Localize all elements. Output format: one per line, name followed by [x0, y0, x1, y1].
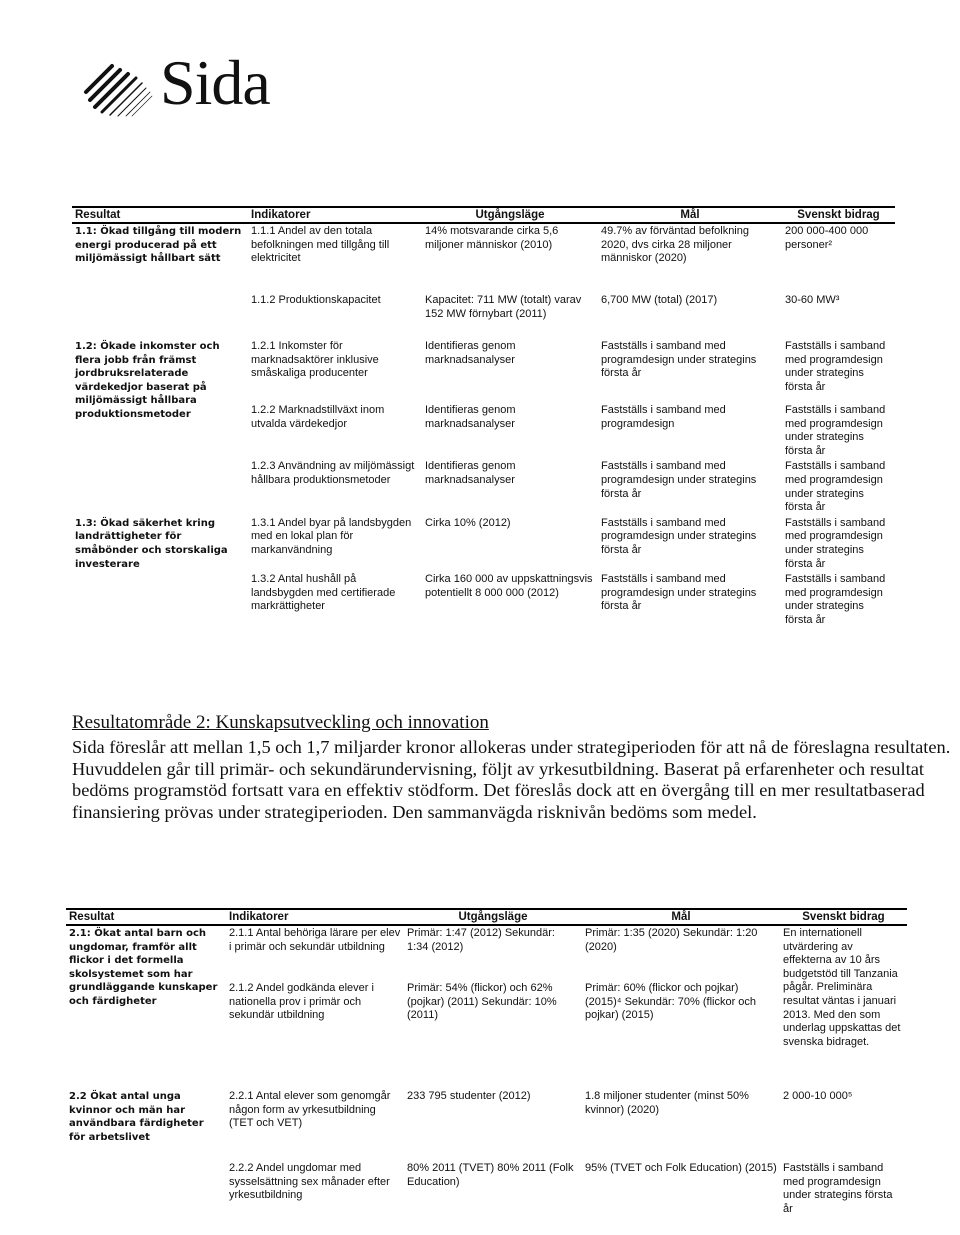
table-header-row — [72, 207, 895, 223]
baseline-cell: Primär: 54% (flickor) och 62% (pojkar) (2011) Sekundär: 10% (2011) — [407, 982, 557, 1022]
header-svenskt-bidrag: Svenskt bidrag — [782, 207, 895, 223]
header-mal: Mål — [582, 909, 780, 925]
results-table-area-2 — [66, 908, 907, 1231]
target-cell: Fastställs i samband med programdesign under strategins första år — [601, 573, 757, 613]
indicator-cell: 2.1.1 Antal behöriga lärare per elev i primär och sekundär utbildning — [229, 927, 401, 953]
target-cell: Fastställs i samband med programdesign under strategins första år — [601, 516, 757, 556]
indicator-cell: 1.2.1 Inkomster för marknadsaktörer inklusive småskaliga producenter — [251, 340, 379, 380]
target-cell: Fastställs i samband med programdesign — [601, 404, 726, 430]
baseline-cell: Identifieras genom marknadsanalyser — [425, 460, 516, 486]
header-indikatorer: Indikatorer — [226, 909, 404, 925]
results-table-area-1 — [72, 206, 895, 638]
header-indikatorer: Indikatorer — [248, 207, 422, 223]
sida-logo-mark-icon — [82, 52, 158, 122]
header-svenskt-bidrag: Svenskt bidrag — [780, 909, 907, 925]
result-cell: 2.1: Ökat antal barn och ungdomar, framför allt flickor i det formella skolsystemet som har grundläggande kunskaper och färdigheter — [69, 928, 218, 1007]
indicator-cell: 1.2.3 Användning av miljömässigt hållbara produktionsmetoder — [251, 460, 415, 486]
contribution-cell: 2 000-10 000⁵ — [783, 1090, 853, 1102]
baseline-cell: 14% motsvarande cirka 5,6 miljoner människor (2010) — [425, 225, 559, 251]
target-cell: 6,700 MW (total) (2017) — [601, 294, 718, 306]
target-cell: 49.7% av förväntad befolkning 2020, dvs cirka 28 miljoner människor (2020) — [601, 225, 749, 265]
contribution-cell: Fastställs i samband med programdesign under strategins första år — [783, 1162, 893, 1215]
baseline-cell: Identifieras genom marknadsanalyser — [425, 340, 516, 366]
target-cell: Fastställs i samband med programdesign under strategins första år — [601, 340, 757, 380]
table-row — [72, 516, 895, 572]
table-row — [72, 339, 895, 403]
indicator-cell: 1.1.1 Andel av den totala befolkningen med tillgång till elektricitet — [251, 225, 390, 265]
logo-text: Sida — [160, 47, 270, 118]
indicator-cell: 2.2.1 Antal elever som genomgår någon form av yrkesutbildning (TET och VET) — [229, 1090, 391, 1130]
result-area-section — [72, 712, 952, 824]
header-resultat: Resultat — [66, 909, 226, 925]
indicator-cell: 1.3.1 Andel byar på landsbygden med en lokal plan för markanvändning — [251, 516, 412, 556]
indicator-cell: 1.1.2 Produktionskapacitet — [251, 294, 381, 306]
target-cell: 95% (TVET och Folk Education) (2015) — [585, 1162, 777, 1174]
indicator-cell: 2.2.2 Andel ungdomar med sysselsättning sex månader efter yrkesutbildning — [229, 1162, 390, 1202]
table-row — [66, 925, 907, 981]
baseline-cell: Primär: 1:47 (2012) Sekundär: 1:34 (2012) — [407, 927, 555, 953]
result-cell: 1.1: Ökad tillgång till modern energi producerad på ett miljömässigt hållbart sätt — [75, 226, 242, 265]
contribution-cell: 200 000-400 000 personer² — [785, 225, 869, 251]
contribution-cell: Fastställs i samband med programdesign under strategins första år — [785, 404, 886, 457]
target-cell: Primär: 60% (flickor och pojkar) (2015)⁴ Sekundär: 70% (flickor och pojkar) (2015) — [585, 982, 757, 1022]
section-body: Sida föreslår att mellan 1,5 och 1,7 miljarder kronor allokeras under strategiperioden för att nå de föreslagna resultaten. Huvuddelen går till primär- och sekundärundervisning, följt av yrkesutbildning. Baserat på erfarenheter och resultat bedöms programstöd fortsatt vara en effektiv stödform. Det föreslås dock att en övergång till en mer resultatbaserad finansiering prövas under strategiperioden. Den sammanvägda risknivån bedöms som medel. — [72, 737, 951, 823]
contribution-cell: 30-60 MW³ — [785, 294, 840, 306]
contribution-cell: Fastställs i samband med programdesign under strategins första år — [785, 460, 886, 514]
contribution-cell: En internationell utvärdering av effekterna av 10 års budgetstöd till Tanzania pågår. Preliminära resultat väntas i januari 2013. Med den som underlag uppskattas det svenska bidraget. — [783, 927, 901, 1048]
target-cell: 1.8 miljoner studenter (minst 50% kvinnor) (2020) — [585, 1090, 749, 1116]
baseline-cell: Identifieras genom marknadsanalyser — [425, 404, 516, 430]
indicator-cell: 1.3.2 Antal hushåll på landsbygden med certifierade markrättigheter — [251, 573, 396, 613]
section-title: Resultatområde 2: Kunskapsutveckling och innovation — [72, 712, 489, 733]
header-utgangslage: Utgångsläge — [422, 207, 598, 223]
result-cell: 1.2: Ökade inkomster och flera jobb från främst jordbruksrelaterade värdekedjor baserat på miljömässigt hållbara produktionsmetoder — [75, 341, 220, 420]
indicator-cell: 2.1.2 Andel godkända elever i nationella prov i primär och sekundär utbildning — [229, 982, 374, 1022]
baseline-cell: Kapacitet: 711 MW (totalt) varav 152 MW förnybart (2011) — [425, 294, 582, 320]
baseline-cell: Cirka 10% (2012) — [425, 516, 511, 529]
contribution-cell: Fastställs i samband med programdesign under strategins första år — [785, 573, 886, 626]
contribution-cell: Fastställs i samband med programdesign under strategins första år — [785, 340, 886, 393]
table-header-row — [66, 909, 907, 925]
baseline-cell: 233 795 studenter (2012) — [407, 1090, 531, 1102]
target-cell: Fastställs i samband med programdesign under strategins första år — [601, 460, 757, 500]
result-cell: 2.2 Ökat antal unga kvinnor och män har användbara färdigheter för arbetslivet — [69, 1091, 204, 1143]
header-mal: Mål — [598, 207, 782, 223]
table-row — [66, 1089, 907, 1161]
result-cell: 1.3: Ökad säkerhet kring landrättigheter för småbönder och storskaliga investerare — [75, 517, 228, 570]
target-cell: Primär: 1:35 (2020) Sekundär: 1:20 (2020) — [585, 927, 758, 953]
indicator-cell: 1.2.2 Marknadstillväxt inom utvalda värdekedjor — [251, 404, 385, 430]
header-utgangslage: Utgångsläge — [404, 909, 582, 925]
header-resultat: Resultat — [72, 207, 248, 223]
contribution-cell: Fastställs i samband med programdesign under strategins första år — [785, 516, 886, 570]
baseline-cell: Cirka 160 000 av uppskattningsvis potentiellt 8 000 000 (2012) — [425, 573, 593, 599]
sida-logo — [82, 40, 282, 120]
baseline-cell: 80% 2011 (TVET) 80% 2011 (Folk Education) — [407, 1162, 574, 1188]
table-row — [72, 223, 895, 293]
